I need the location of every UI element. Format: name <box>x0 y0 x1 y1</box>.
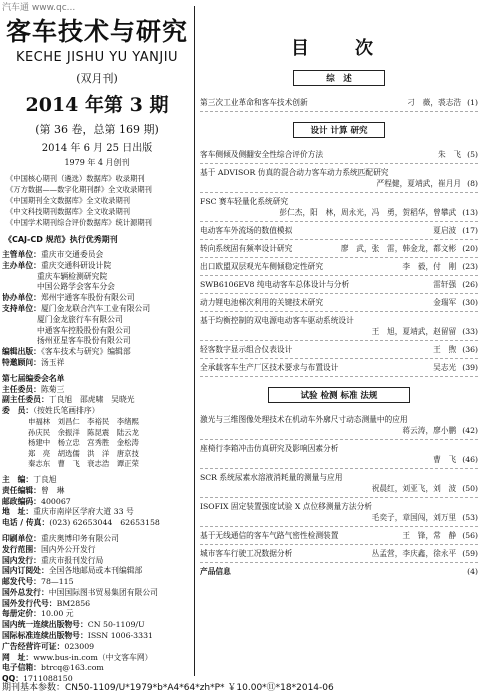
editor-row-value: (023) 62653044 62653158 <box>49 518 160 528</box>
editor-row <box>2 497 192 508</box>
org-row <box>2 261 192 272</box>
org-row-value: 中通客车控股股份有限公司 <box>37 325 131 335</box>
toc-entry-title: 城市客车行驶工况数据分析 <box>200 549 293 558</box>
toc-entry-title: 轻客数字显示组合仪表设计 <box>200 345 293 354</box>
editor-row-value: 400067 <box>40 496 71 506</box>
org-row-value: 厦门金龙旅行车有限公司 <box>37 314 123 324</box>
print-row-value: CN 50-1109/U <box>87 620 145 630</box>
print-row <box>2 609 192 620</box>
toc-entry-authors: 毛奕子，章国闯，刘万里 <box>371 513 457 522</box>
toc-entry-page: (36) <box>462 345 478 354</box>
org-row-value: 中国公路学会客车分会 <box>37 282 115 292</box>
committee-row-key: 副主任委员： <box>2 395 49 405</box>
toc-entry-title-row <box>200 167 478 178</box>
organization-list <box>2 250 192 369</box>
print-row-value: 1711088150 <box>23 674 73 684</box>
product-info-title: 产品信息 <box>200 567 231 576</box>
toc-entry-page: (20) <box>462 244 478 253</box>
toc-entry[interactable] <box>200 146 478 164</box>
toc-entry-title: 出口欧盟双层观光车侧倾稳定性研究 <box>200 262 324 271</box>
toc-entry-author-row <box>200 326 478 337</box>
committee-row <box>2 406 192 417</box>
toc-entry-author-row <box>200 425 478 436</box>
toc-entry[interactable] <box>200 341 478 359</box>
toc-entry-title-row <box>200 443 478 454</box>
index-list <box>2 173 192 228</box>
print-row-value: 中国国际图书贸易集团有限公司 <box>48 587 158 597</box>
toc-entry-page: (30) <box>462 298 478 307</box>
toc-entry-meta <box>433 344 478 355</box>
editor-row-key: 责任编辑： <box>2 485 41 495</box>
toc-entry-author-row <box>200 178 478 189</box>
toc-entry-title-row <box>200 196 478 207</box>
toc-entry-title: 动力锂电池梯次利用的关键技术研究 <box>200 298 324 307</box>
org-row-value: 汤玉祥 <box>40 357 65 367</box>
print-row-key: 每册定价： <box>2 609 41 619</box>
toc-entry-title: 基于 ADVISOR 仿真的混合动力客车动力系统匹配研究 <box>200 168 389 177</box>
toc-entry-row <box>200 362 478 373</box>
editor-row-key: 地 址： <box>2 507 34 517</box>
committee-row-key: 委 员： <box>2 406 34 416</box>
index-line: 《中国核心期刊（遴选）数据库》收录期刊 <box>6 174 145 183</box>
toc-entry-authors: 夏启波 <box>433 226 457 235</box>
org-row <box>2 336 192 347</box>
org-row-key: 协办单位： <box>2 293 41 303</box>
print-row-value: 10.00 元 <box>40 609 74 619</box>
org-row-value: 重庆交通科研设计院 <box>40 260 112 270</box>
print-row-value: 全国各地邮局或本刊编辑部 <box>48 566 143 576</box>
print-row-value: 78—115 <box>40 577 74 587</box>
toc-entry-authors: 金瑞军 <box>433 298 457 307</box>
toc-entry-authors: 朱 飞 <box>438 150 462 159</box>
toc-entry[interactable] <box>200 545 478 563</box>
product-info-page: (4) <box>467 567 478 576</box>
toc-entry[interactable] <box>200 411 478 440</box>
print-row-value: 023009 <box>64 641 95 651</box>
print-row <box>2 534 192 545</box>
toc-panel <box>200 4 478 676</box>
print-row-key: 印刷单位： <box>2 533 41 543</box>
editor-row-key: 电话 / 传真： <box>2 518 50 528</box>
toc-heading: 目 次 <box>291 38 387 59</box>
org-row-value: 郑州宇通客车股份有限公司 <box>40 293 135 303</box>
toc-section-header: 试验 检测 标准 法规 <box>268 387 410 403</box>
toc-section-header: 设计 计算 研究 <box>293 122 385 138</box>
committee-title: 第七届编委会名单 <box>2 373 65 383</box>
org-row-key: 主管单位： <box>2 250 41 259</box>
print-row-key: 国内发行： <box>2 555 41 565</box>
toc-entry-page: (8) <box>467 179 478 188</box>
print-row-value: 重庆市报刊发行局 <box>40 555 104 565</box>
toc-entry-meta <box>433 225 478 236</box>
print-row-value: BM2856 <box>56 598 91 608</box>
org-row-value: 重庆车辆检测研究院 <box>37 271 108 281</box>
print-row-key: 国内订阅处： <box>2 566 49 576</box>
editor-row-key: 邮政编码： <box>2 496 41 506</box>
print-row-key: 发行范围： <box>2 544 41 554</box>
toc-entry-meta <box>341 243 478 254</box>
print-row-value: 国内外公开发行 <box>40 544 96 554</box>
toc-entry-meta <box>433 279 478 290</box>
toc-entry-title: 客车侧倾及侧翻安全性综合评价方法 <box>200 150 324 159</box>
toc-entry-title: 基于无线通信的客车气路气密性检测装置 <box>200 531 339 540</box>
committee-row <box>2 395 192 406</box>
toc-entry-meta <box>438 149 478 160</box>
toc-entry-page: (5) <box>467 150 478 159</box>
toc-entry-title: 激光与三维图像处理技术在机动车外廓尺寸动态测量中的应用 <box>200 415 408 424</box>
org-row <box>2 358 192 369</box>
toc-entry-page: (53) <box>462 513 478 522</box>
toc-entry-authors: 祝晨红，刘亚飞，刘 波 <box>371 484 457 493</box>
toc-entry-page: (39) <box>462 363 478 372</box>
editor-row <box>2 518 192 529</box>
org-row-key: 支持单位： <box>2 303 41 313</box>
print-row <box>2 566 192 577</box>
toc-entry-authors: 丛孟营，李庆鑫，徐永平 <box>371 549 457 558</box>
toc-entry-row <box>200 344 478 355</box>
toc-entry-authors: 王 锋，常 静 <box>402 531 457 540</box>
toc-entry[interactable] <box>200 359 478 377</box>
watermark: 汽车通 www.qc... <box>2 3 76 13</box>
print-row-key: 国外发行代号： <box>2 598 57 608</box>
toc-entry-authors: 蒋云涛，廖小鹏 <box>402 426 457 435</box>
toc-entry-meta <box>433 297 478 308</box>
toc-entry-authors: 刁 薇，裘志浩 <box>407 98 462 107</box>
committee-names-line: 郑 亮 胡选儒 洪 洋 唐京技 <box>28 448 139 458</box>
toc-entry[interactable] <box>200 276 478 294</box>
editor-row-value: 曾 琳 <box>40 485 65 495</box>
issue-number: 2014 年第 3 期 <box>25 94 169 116</box>
print-row-key: 广告经营许可证： <box>2 641 65 651</box>
org-row <box>2 250 192 261</box>
toc-entry[interactable] <box>200 94 478 112</box>
committee-row <box>2 385 192 396</box>
toc-entry-page: (23) <box>462 262 478 271</box>
toc-entry-title-row <box>200 414 478 425</box>
editor-row <box>2 475 192 486</box>
org-row <box>2 347 192 358</box>
org-row-key: 特邀顾问： <box>2 357 41 367</box>
toc-entry-authors: 王 旭，夏靖武，赵留留 <box>371 327 457 336</box>
toc-entry-title: 电动客车外流场的数值模拟 <box>200 226 293 235</box>
toc-entry-page: (17) <box>462 226 478 235</box>
toc-entry-page: (42) <box>462 426 478 435</box>
committee-names-line: 孙庆民 余振洋 陈昆震 陆云龙 <box>28 427 139 437</box>
print-row <box>2 588 192 599</box>
committee-row-value: 陈菊三 <box>40 384 65 394</box>
print-row <box>2 577 192 588</box>
toc-entry-row <box>200 97 478 108</box>
toc-entry-authors: 廖 武，张 雷，韩金龙，都文彬 <box>340 244 457 253</box>
toc-entry-author-row <box>200 483 478 494</box>
print-row <box>2 663 192 674</box>
toc-entry-title: 基于均衡控制的双电源电动客车驱动系统设计 <box>200 316 354 325</box>
toc-entry-author-row <box>200 207 478 218</box>
print-row-key: 邮发代号： <box>2 577 41 587</box>
print-row <box>2 620 192 631</box>
committee-list <box>2 385 192 417</box>
toc-entry-title: SWB6106EV8 纯电动客车总体设计与分析 <box>200 280 350 289</box>
org-row-value: 厦门金龙联合汽车工业有限公司 <box>40 303 151 313</box>
editor-row <box>2 507 192 518</box>
toc-entry-authors: 吴志光 <box>433 363 457 372</box>
toc-entry[interactable] <box>200 527 478 545</box>
editor-row <box>2 486 192 497</box>
toc-entry[interactable] <box>200 469 478 498</box>
print-row-key: QQ： <box>2 674 24 684</box>
committee-names <box>2 417 192 470</box>
org-row <box>2 272 192 283</box>
print-row <box>2 642 192 653</box>
toc-entry-authors: 曹 飞 <box>433 455 457 464</box>
publish-date: 2014 年 6 月 25 日出版 <box>41 143 153 154</box>
toc-entry[interactable] <box>200 222 478 240</box>
committee-row-value: （按姓氏笔画排序） <box>33 406 100 416</box>
index-line: 《中国学术期刊综合评价数据库》统计源期刊 <box>6 218 152 227</box>
index-line: 《万方数据——数字化期刊群》全文收录期刊 <box>6 185 152 194</box>
print-row-key: 网 址： <box>2 652 34 662</box>
toc-entry-authors: 严程健，夏靖武，崔月月 <box>376 179 462 188</box>
committee-row-key: 主任委员： <box>2 384 41 394</box>
committee-names-line: 杨建中 杨立忠 宫秀胜 金松涛 <box>28 438 139 448</box>
org-row-value: 《客车技术与研究》编辑部 <box>40 347 131 357</box>
toc-entry[interactable] <box>200 312 478 341</box>
toc-entry-page: (59) <box>462 549 478 558</box>
toc-entry-row <box>200 530 478 541</box>
toc-entry-page: (13) <box>462 208 478 217</box>
toc-entry-title: 座椅行李箱冲击仿真研究及影响因素分析 <box>200 444 339 453</box>
toc-entry-title: FSC 赛车轻量化系统研究 <box>200 197 289 206</box>
print-row <box>2 631 192 642</box>
org-row-value: 重庆市交通委员会 <box>40 250 104 259</box>
toc-entry-title: 第三次工业革命和客车技术创新 <box>200 98 308 107</box>
journal-frequency: (双月刊) <box>76 72 118 85</box>
toc-entry-author-row <box>200 512 478 523</box>
print-row-value: ISSN 1006-3331 <box>87 631 154 641</box>
toc-entry-page: (33) <box>462 327 478 336</box>
toc-entry-row <box>200 243 478 254</box>
toc-entry[interactable] <box>200 240 478 258</box>
toc-entry-row <box>200 225 478 236</box>
print-row <box>2 545 192 556</box>
org-row <box>2 293 192 304</box>
masthead-panel <box>2 4 192 684</box>
caj-badge: 《CAJ-CD 规范》执行优秀期刊 <box>4 235 118 244</box>
org-row-value: 扬州亚星客车股份有限公司 <box>37 336 131 346</box>
org-row-key: 主办单位： <box>2 260 41 270</box>
print-row-value: btrcq@163.com <box>40 663 104 673</box>
column-divider <box>194 6 195 676</box>
toc-entry[interactable] <box>200 258 478 276</box>
volume-info: (第 36 卷，总第 169 期) <box>35 123 159 136</box>
index-line: 《中国期刊全文数据库》全文收录期刊 <box>6 196 131 205</box>
founded-date: 1979 年 4 月创刊 <box>64 158 130 167</box>
print-row-key: 国外总发行： <box>2 587 49 597</box>
editor-list <box>2 475 192 529</box>
print-info-list <box>2 534 192 685</box>
toc-entry-authors: 王 煦 <box>433 345 457 354</box>
org-row <box>2 326 192 337</box>
toc-entry-row <box>200 149 478 160</box>
toc-entry-authors: 彭仁杰，阳 林，周永光，冯 勇，贺稻华，曾攀武 <box>279 208 457 217</box>
journal-title: 客车技术与研究 <box>5 17 188 46</box>
toc-entry-title: 全承载客车生产厂区技术要求与布置设计 <box>200 363 339 372</box>
toc-entry-title: SCR 系统尿素水溶液消耗量的测量与应用 <box>200 473 343 482</box>
committee-names-line: 申福林 刘昌仁 李裕民 李绪熙 <box>28 416 139 426</box>
toc-entry-title: 转向系统固有频率设计研究 <box>200 244 293 253</box>
index-line: 《中文科技期刊数据库》全文收录期刊 <box>6 207 131 216</box>
journal-parameters: 期刊基本参数：CN50-1109/U*1979*b*A4*64*zh*P* ￥10.00*⑪*18*2014-06 <box>2 683 334 693</box>
toc-entry[interactable] <box>200 440 478 469</box>
committee-names-line: 秦志东 曹 飞 衰志浩 谭正荣 <box>28 459 139 469</box>
print-row-key: 国际标准连续出版物号： <box>2 631 88 641</box>
toc-entry-meta <box>372 548 478 559</box>
toc-entry-page: (50) <box>462 484 478 493</box>
toc-entry-page: (56) <box>462 531 478 540</box>
org-row <box>2 315 192 326</box>
print-row-value: www.bus-in.com（中文客车网） <box>33 652 153 662</box>
toc-sections <box>200 70 478 563</box>
org-row <box>2 304 192 315</box>
toc-section-header: 综 述 <box>293 70 385 86</box>
editor-row-key: 主 编： <box>2 474 34 484</box>
toc-entry[interactable] <box>200 294 478 312</box>
toc-entry-row <box>200 261 478 272</box>
print-row <box>2 556 192 567</box>
toc-entry-row <box>200 279 478 290</box>
print-row-value: 重庆奥博印务有限公司 <box>40 533 119 543</box>
toc-entry-row <box>200 548 478 559</box>
toc-entry-meta <box>433 362 478 373</box>
org-row-key: 编辑出版： <box>2 347 41 357</box>
print-row <box>2 599 192 610</box>
toc-entry-meta <box>402 261 478 272</box>
editor-row-value: 重庆市南岸区学府大道 33 号 <box>33 507 134 517</box>
print-row-key: 国内统一连续出版物号： <box>2 620 88 630</box>
toc-entry-title-row <box>200 472 478 483</box>
toc-entry-page: (26) <box>462 280 478 289</box>
toc-entry-page: (1) <box>467 98 478 107</box>
toc-entry-authors: 雷轩强 <box>433 280 457 289</box>
toc-entry-row <box>200 297 478 308</box>
toc-entry[interactable] <box>200 193 478 222</box>
toc-entry-title: ISOFIX 固定装置强度试验 X 点位移测量方法分析 <box>200 502 372 511</box>
toc-entry-title-row <box>200 315 478 326</box>
toc-entry[interactable] <box>200 164 478 193</box>
toc-entry-page: (46) <box>462 455 478 464</box>
toc-entry-title-row <box>200 501 478 512</box>
toc-entry-authors: 李 毅，付 刚 <box>402 262 457 271</box>
org-row <box>2 282 192 293</box>
print-row-key: 电子信箱： <box>2 663 41 673</box>
toc-entry-meta <box>402 530 478 541</box>
toc-entry-author-row <box>200 454 478 465</box>
toc-entry-meta <box>407 97 478 108</box>
print-row <box>2 653 192 664</box>
editor-row-value: 丁良旭 <box>33 474 57 484</box>
product-info-entry[interactable] <box>200 563 478 580</box>
journal-pinyin: KECHE JISHU YU YANJIU <box>15 50 179 65</box>
committee-row-value: 丁良旭 邵虎啸 吴晓光 <box>48 395 135 405</box>
toc-entry[interactable] <box>200 498 478 527</box>
